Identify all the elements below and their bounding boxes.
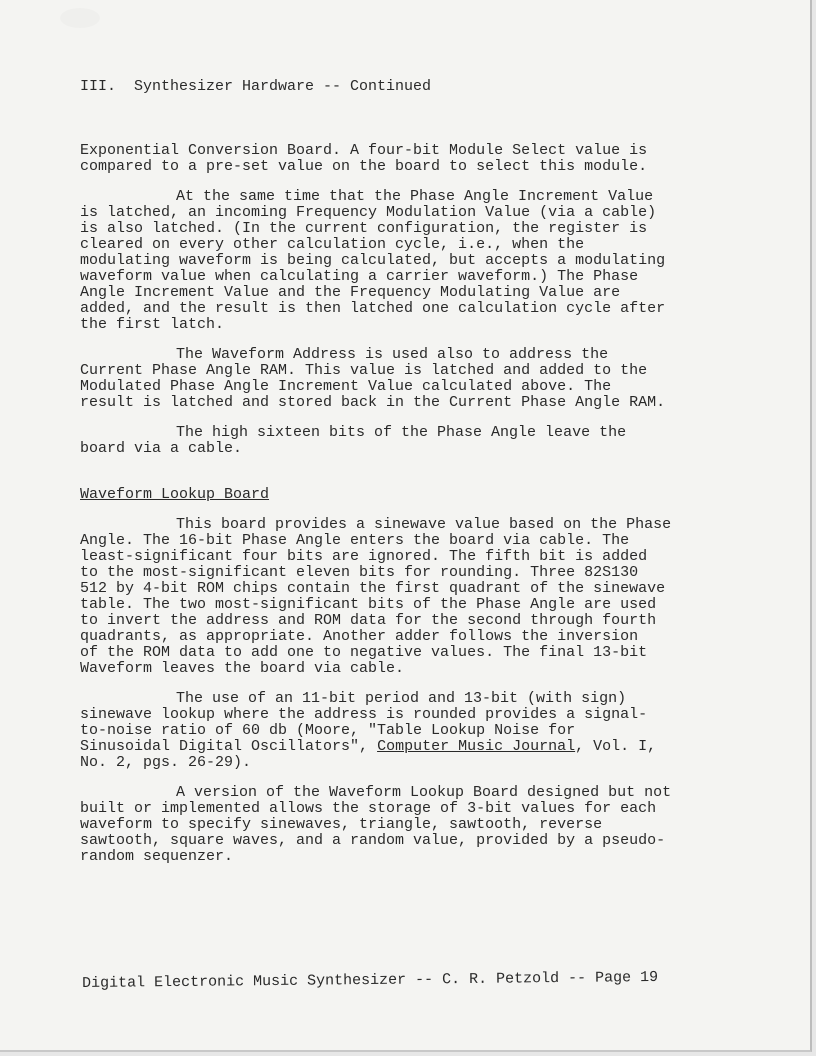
page-body [80, 143, 720, 879]
paragraph-high-sixteen-bits: The high sixteen bits of the Phase Angle leave the board via a cable. [80, 424, 627, 457]
reference-text-after: , Vol. I, No. 2, pgs. 26-29). [80, 738, 657, 771]
paragraph-phase-angle-increment: At the same time that the Phase Angle Increment Value is latched, an incoming Frequency Modulation Value (via a cable) is also latched. (In the current configuration, the register is cleared on every other calculation cycle, i.e., when the modulating waveform is being calculated, but accepts a modulating waveform value when calculating a carrier waveform.) The Phase Angle Increment Value and the Frequency Modulating Value are added, and the result is then latched one calculation cycle after the first latch. [80, 188, 666, 333]
paragraph-version-not-built: A version of the Waveform Lookup Board designed but not built or implemented allows the storage of 3-bit values for each waveform to specify sinewaves, triangle, sawtooth, reverse sawtooth, square waves, and a random value, provided by a pseudo- random sequenzer. [80, 784, 672, 865]
page-footer: Digital Electronic Music Synthesizer -- C. R. Petzold -- Page 19 [82, 968, 659, 992]
paragraph-sinewave-value: This board provides a sinewave value based on the Phase Angle. The 16-bit Phase Angle enters the board via cable. The least-significant four bits are ignored. The fifth bit is added to the most-significant eleven bits for rounding. Three 82S130 512 by 4-bit ROM chips contain the first quadrant of the sinewave table. The two most-significant bits of the Phase Angle are used to invert the address and ROM data for the second through fourth quadrants, as appropriate. Another adder follows the inversion of the ROM data to add one to negative values. The final 13-bit Waveform leaves the board via cable. [80, 516, 672, 677]
section-title-waveform-lookup: Waveform Lookup Board [80, 486, 270, 503]
paragraph-exponential-conversion: Exponential Conversion Board. A four-bit Module Select value is compared to a pre-set value on the board to select this module. [80, 142, 648, 175]
paragraph-waveform-address: The Waveform Address is used also to address the Current Phase Angle RAM. This value is latched and added to the Modulated Phase Angle Increment Value calculated above. The result is latched and stored back in the Current Phase Angle RAM. [80, 346, 666, 411]
reference-text-before: The use of an 11-bit period and 13-bit (with sign) sinewave lookup where the address is rounded provides a signal- to-noise ratio of 60 db (Moore, "Table Lookup Noise for Sinusoidal Digital Oscillators", [80, 690, 648, 755]
page-header: III. Synthesizer Hardware -- Continued [80, 78, 432, 95]
paper-smudge [60, 8, 100, 28]
journal-title: Computer Music Journal [377, 738, 576, 755]
paragraph-signal-to-noise [80, 691, 720, 771]
